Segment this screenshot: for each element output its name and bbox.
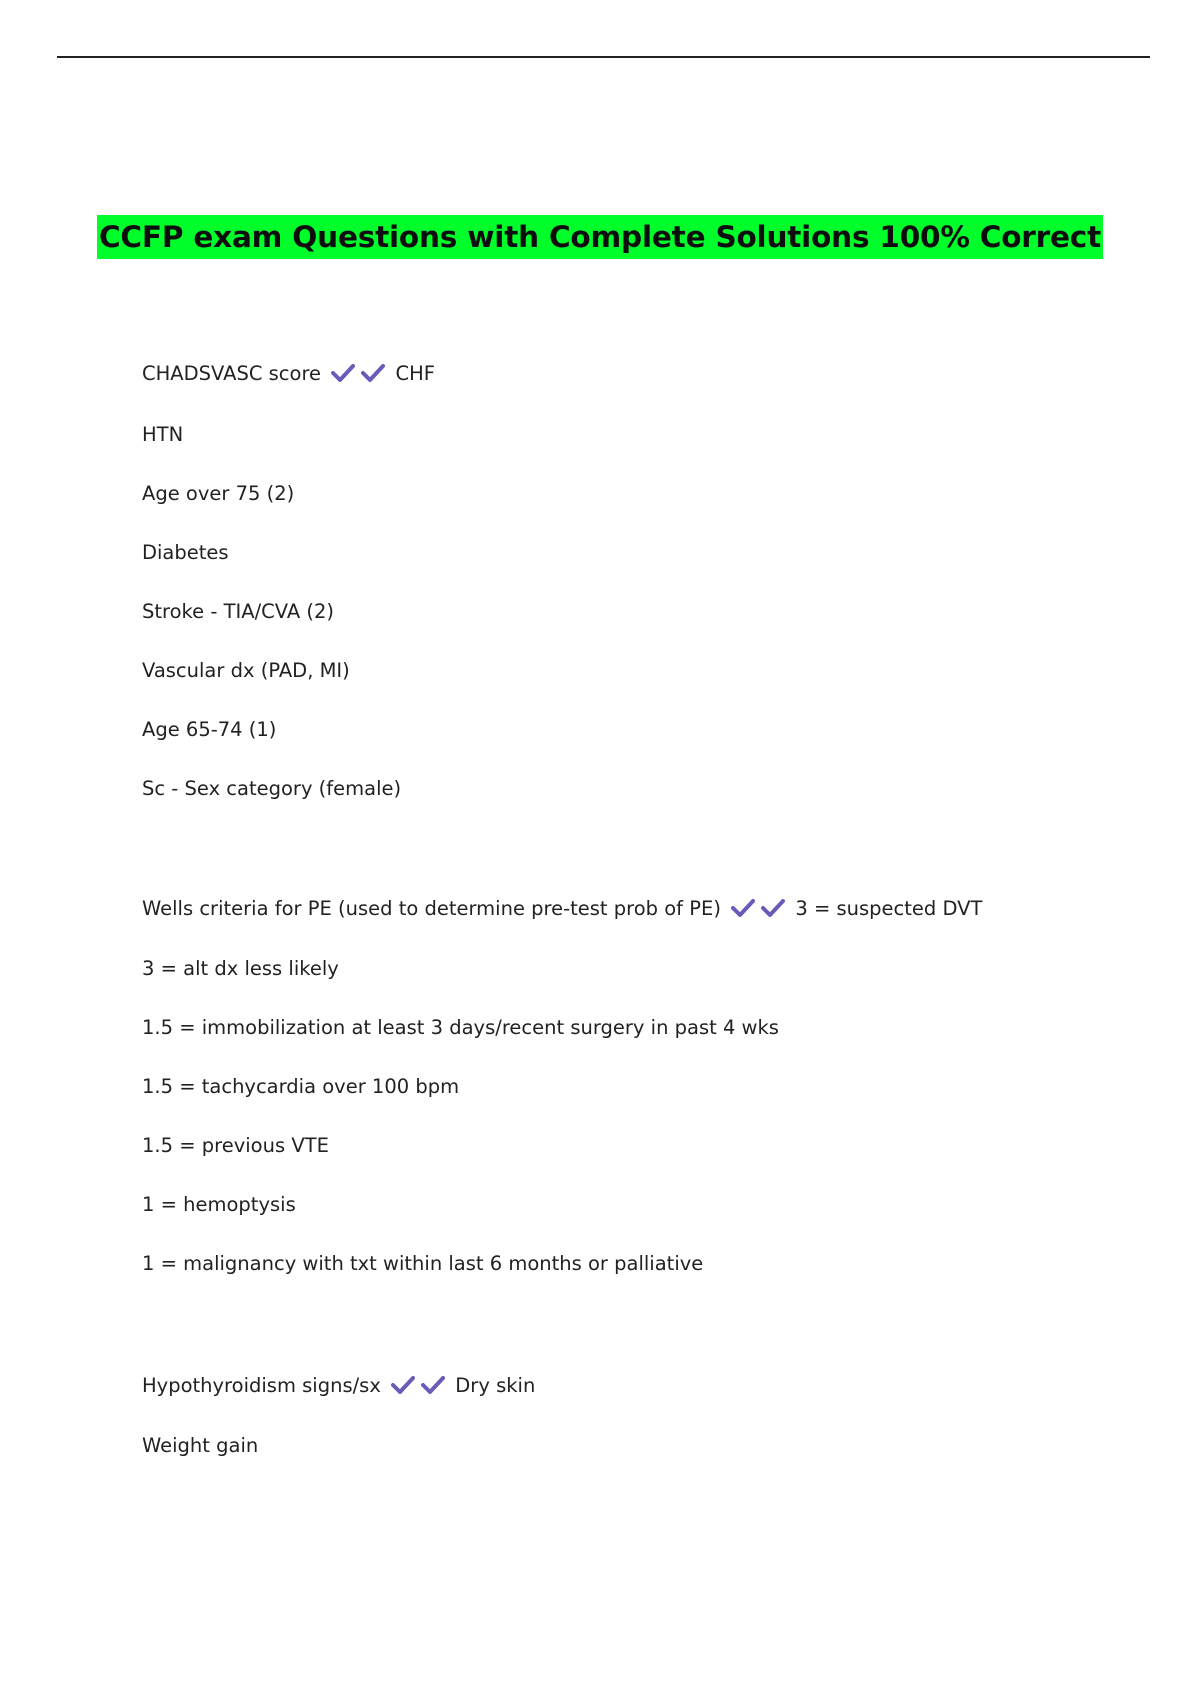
question-row	[142, 895, 982, 923]
question-text: CHADSVASC score	[142, 362, 322, 385]
answer-line: 3 = alt dx less likely	[142, 957, 339, 980]
answer-line: 1.5 = previous VTE	[142, 1134, 329, 1157]
checkmark-icon	[331, 364, 355, 382]
header-rule	[57, 56, 1150, 58]
checkmark-icon	[761, 899, 785, 917]
answer-line: 1.5 = tachycardia over 100 bpm	[142, 1075, 460, 1098]
checkmark-icon	[421, 1376, 445, 1394]
answer-line: 1.5 = immobilization at least 3 days/recent surgery in past 4 wks	[142, 1016, 779, 1039]
title-container	[0, 215, 1200, 259]
checkmark-icon	[391, 1376, 415, 1394]
answer-line: 1 = hemoptysis	[142, 1193, 296, 1216]
answer-line: Sc - Sex category (female)	[142, 777, 402, 800]
checkmark-icon	[731, 899, 755, 917]
answer-line: Age 65-74 (1)	[142, 718, 277, 741]
answer-line: Weight gain	[142, 1434, 259, 1457]
answer-line: Vascular dx (PAD, MI)	[142, 659, 350, 682]
answer-line: 1 = malignancy with txt within last 6 months or palliative	[142, 1252, 704, 1275]
question-text: Wells criteria for PE (used to determine pre-test prob of PE)	[142, 897, 721, 920]
answer-line: Age over 75 (2)	[142, 482, 295, 505]
answer-line: Stroke - TIA/CVA (2)	[142, 600, 335, 623]
document-title: CCFP exam Questions with Complete Solutions 100% Correct	[97, 215, 1103, 259]
answer-text: 3 = suspected DVT	[795, 897, 983, 920]
question-row	[142, 1372, 535, 1400]
answer-line: Diabetes	[142, 541, 229, 564]
checkmark-icon	[361, 364, 385, 382]
answer-line: HTN	[142, 423, 184, 446]
answer-text: Dry skin	[455, 1374, 536, 1397]
question-text: Hypothyroidism signs/sx	[142, 1374, 381, 1397]
question-row	[142, 360, 435, 388]
answer-text: CHF	[395, 362, 435, 385]
